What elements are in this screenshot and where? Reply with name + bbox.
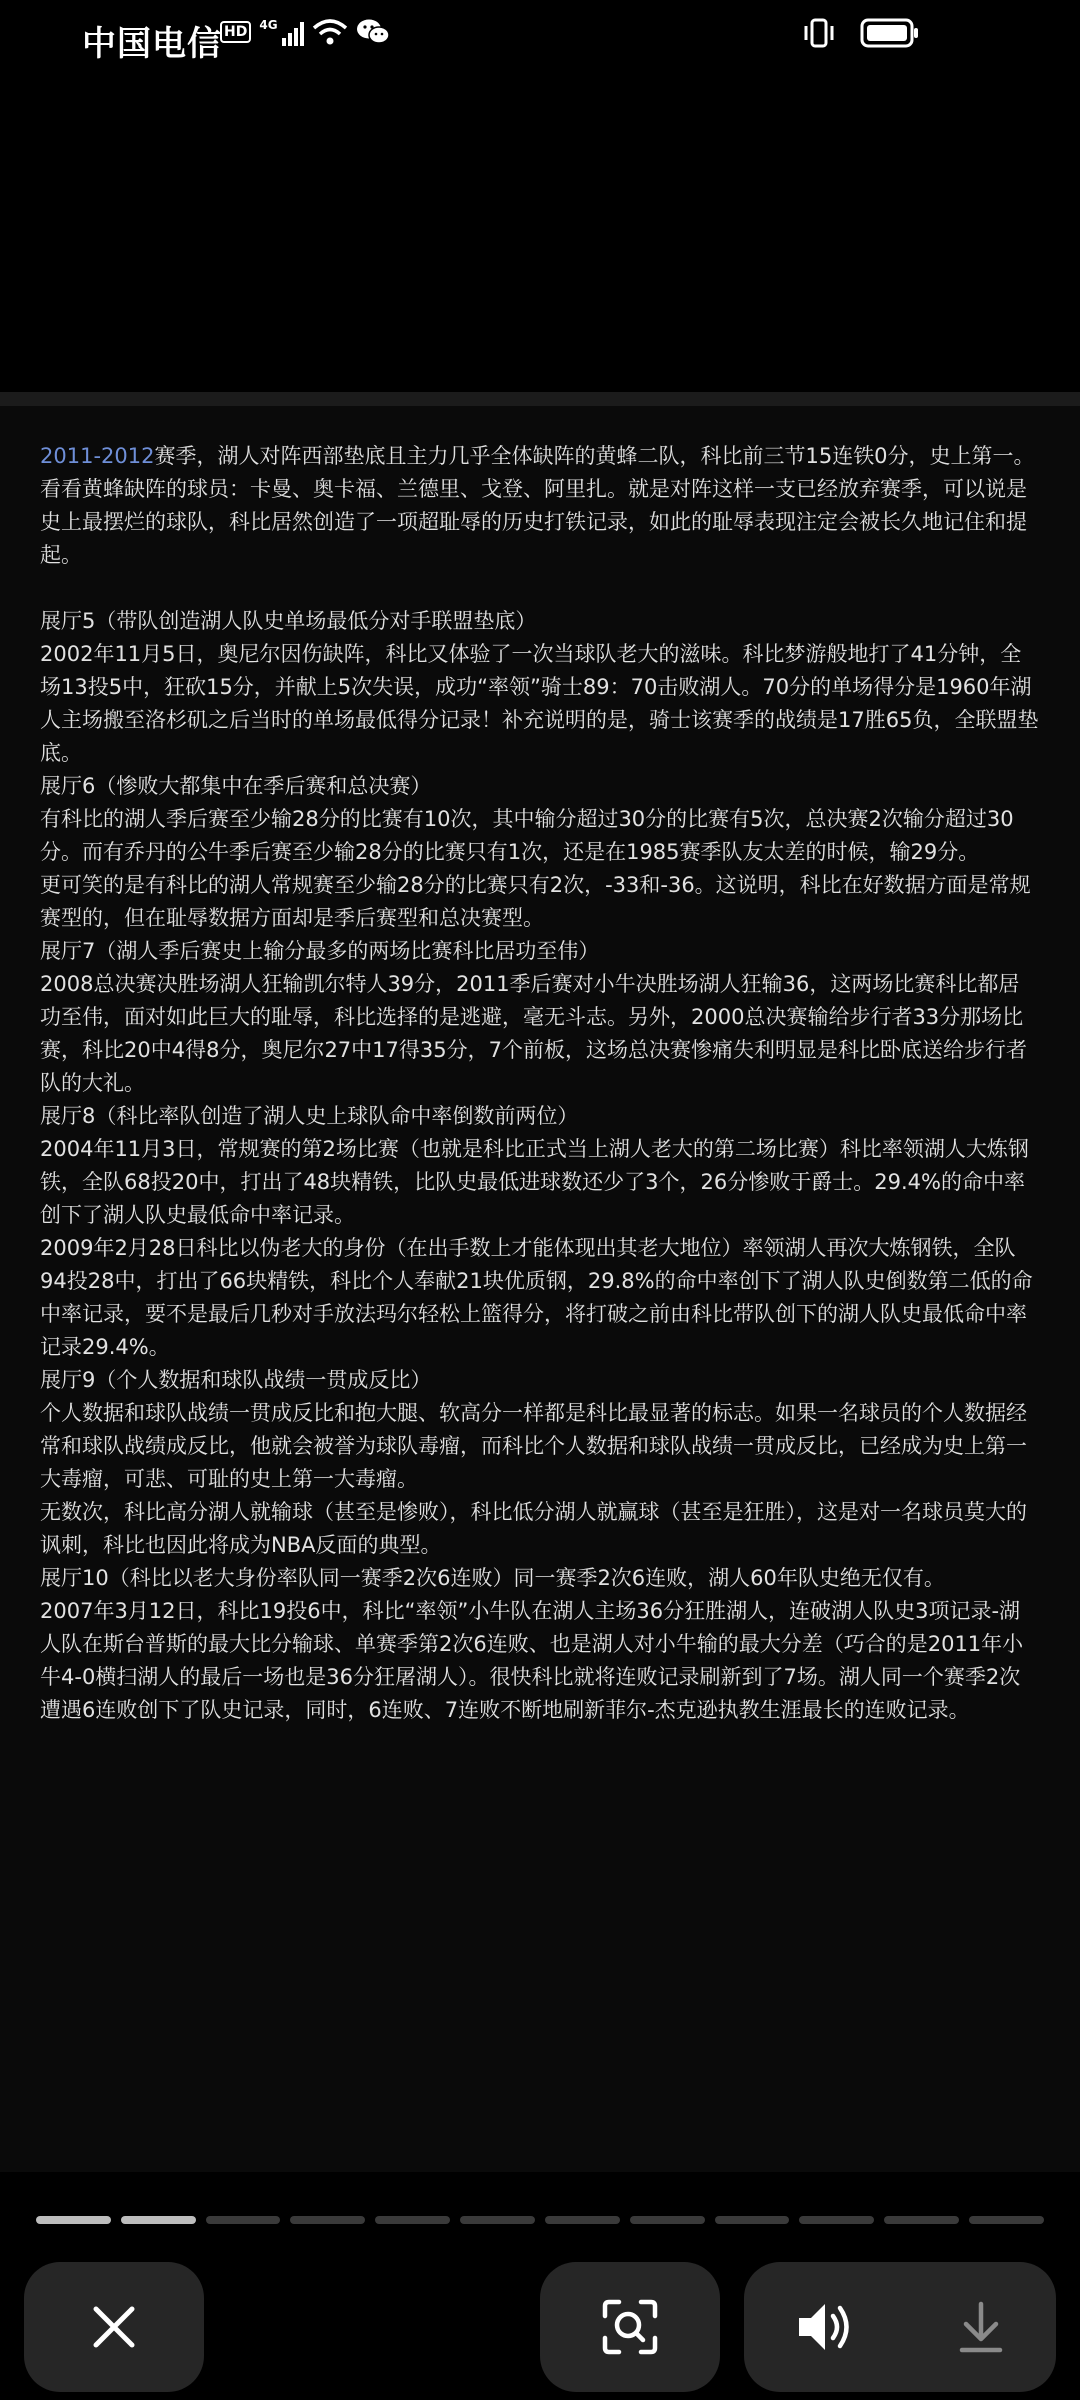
scan-icon xyxy=(601,2298,659,2356)
paragraph-2: 看看黄蜂缺阵的球员：卡曼、奥卡福、兰德里、戈登、阿里扎。就是对阵这样一支已经放弃赛季，可以说是史上最摆烂的球队，科比居然创造了一项超耻辱的历史打铁记录，如此的耻辱表现注定会被长久地记住和提起。 xyxy=(40,477,1027,567)
close-button[interactable] xyxy=(24,2262,204,2392)
page-dot xyxy=(375,2216,450,2224)
volume-icon[interactable] xyxy=(795,2300,855,2354)
hd-icon: HD xyxy=(220,21,251,43)
section-heading-7: 展厅7（湖人季后赛史上输分最多的两场比赛科比居功至伟） xyxy=(40,939,600,963)
scan-button[interactable] xyxy=(540,2262,720,2392)
paragraph-6b: 更可笑的是有科比的湖人常规赛至少输28分的比赛只有2次，-33和-36。这说明，科比在好数据方面是常规赛型的，但在耻辱数据方面却是季后赛型和总决赛型。 xyxy=(40,873,1031,930)
paragraph-10: 2007年3月12日，科比19投6中，科比“率领”小牛队在湖人主场36分狂胜湖人，连破湖人队史3项记录-湖人队在斯台普斯的最大比分输球、单赛季第2次6连败、也是湖人对小牛输的最大分差（巧合的是2011年小牛4-0横扫湖人的最后一场也是36分狂屠湖人）。很快科比就将连败记录刷新到了7场。湖人同一个赛季2次遭遇6连败创下了队史记录，同时，6连败、7连败不断地刷新菲尔-杰克逊执教生涯最长的连败记录。 xyxy=(40,1599,1024,1722)
paragraph-gap xyxy=(40,572,1040,605)
status-icons-left xyxy=(220,18,390,46)
section-heading-9: 展厅9（个人数据和球队战绩一贯成反比） xyxy=(40,1368,432,1392)
network-type-label: 4G xyxy=(259,18,278,32)
paragraph-5: 2002年11月5日，奥尼尔因伤缺阵，科比又体验了一次当球队老大的滋味。科比梦游般地打了41分钟，全场13投5中，狂砍15分，并献上5次失误，成功“率领”骑士89：70击败湖人。70分的单场得分是1960年湖人主场搬至洛杉矶之后当时的单场最低得分记录！补充说明的是，骑士该赛季的战绩是17胜65负，全联盟垫底。 xyxy=(40,642,1039,765)
year-link[interactable]: 2011-2012 xyxy=(40,444,155,468)
wifi-icon xyxy=(312,18,348,46)
page-dot xyxy=(884,2216,959,2224)
page-indicator xyxy=(36,2216,1044,2226)
paragraph-6a: 有科比的湖人季后赛至少输28分的比赛有10次，其中输分超过30分的比赛有5次，总决赛2次输分超过30分。而有乔丹的公牛季后赛至少输28分的比赛只有1次，还是在1985赛季队友太差的时候，输29分。 xyxy=(40,807,1014,864)
page-dot xyxy=(630,2216,705,2224)
paragraph-1: 2011-2012赛季，湖人对阵西部垫底且主力几乎全体缺阵的黄蜂二队，科比前三节15连铁0分，史上第一。 xyxy=(40,444,1035,468)
page-dot xyxy=(969,2216,1044,2224)
page-dot xyxy=(715,2216,790,2224)
battery-icon xyxy=(860,17,920,49)
paragraph-7: 2008总决赛决胜场湖人狂输凯尔特人39分，2011季后赛对小牛决胜场湖人狂输36，这两场比赛科比都居功至伟，面对如此巨大的耻辱，科比选择的是逃避，毫无斗志。另外，2000总决赛输给步行者33分那场比赛，科比20中4得8分，奥尼尔27中17得35分，7个前板，这场总决赛惨痛失利明显是科比卧底送给步行者队的大礼。 xyxy=(40,972,1027,1095)
carrier-name: 中国电信 xyxy=(82,24,222,64)
media-controls xyxy=(744,2262,1056,2392)
page-dot xyxy=(799,2216,874,2224)
status-bar xyxy=(0,0,1080,72)
paragraph-9a: 个人数据和球队战绩一贯成反比和抱大腿、软高分一样都是科比最显著的标志。如果一名球员的个人数据经常和球队战绩成反比，他就会被誉为球队毒瘤，而科比个人数据和球队战绩一贯成反比，已经成为史上第一大毒瘤，可悲、可耻的史上第一大毒瘤。 xyxy=(40,1401,1027,1491)
paragraph-8b: 2009年2月28日科比以伪老大的身份（在出手数上才能体现出其老大地位）率领湖人再次大炼钢铁，全队94投28中，打出了66块精铁，科比个人奉献21块优质钢，29.8%的命中率创下了湖人队史倒数第二低的命中率记录，要不是最后几秒对手放法玛尔轻松上篮得分，将打破之前由科比带队创下的湖人队史最低命中率记录29.4%。 xyxy=(40,1236,1033,1359)
section-heading-10: 展厅10（科比以老大身份率队同一赛季2次6连败）同一赛季2次6连败，湖人60年队史绝无仅有。 xyxy=(40,1566,945,1590)
top-blank-area xyxy=(0,72,1080,392)
section-heading-5: 展厅5（带队创造湖人队史单场最低分对手联盟垫底） xyxy=(40,609,537,633)
document-text xyxy=(40,440,1040,1727)
page-dot xyxy=(36,2216,111,2224)
paragraph-8a: 2004年11月3日，常规赛的第2场比赛（也就是科比正式当上湖人老大的第二场比赛）科比率领湖人大炼钢铁，全队68投20中，打出了48块精铁，比队史最低进球数还少了3个，26分惨败于爵士。29.4%的命中率创下了湖人队史最低命中率记录。 xyxy=(40,1137,1029,1227)
page-dot xyxy=(460,2216,535,2224)
page-dot xyxy=(545,2216,620,2224)
close-icon xyxy=(90,2303,138,2351)
paragraph-9b: 无数次，科比高分湖人就输球（甚至是惨败），科比低分湖人就赢球（甚至是狂胜），这是对一名球员莫大的讽刺，科比也因此将成为NBA反面的典型。 xyxy=(40,1500,1027,1557)
section-heading-6: 展厅6（惨败大都集中在季后赛和总决赛） xyxy=(40,774,432,798)
wechat-icon xyxy=(356,18,390,46)
download-icon[interactable] xyxy=(956,2300,1006,2354)
status-icons-right xyxy=(802,16,920,50)
vibrate-icon xyxy=(802,16,836,50)
page-dot xyxy=(206,2216,281,2224)
section-heading-8: 展厅8（科比率队创造了湖人史上球队命中率倒数前两位） xyxy=(40,1104,579,1128)
signal-icon xyxy=(259,18,303,46)
page-dot xyxy=(121,2216,196,2224)
page-dot xyxy=(290,2216,365,2224)
